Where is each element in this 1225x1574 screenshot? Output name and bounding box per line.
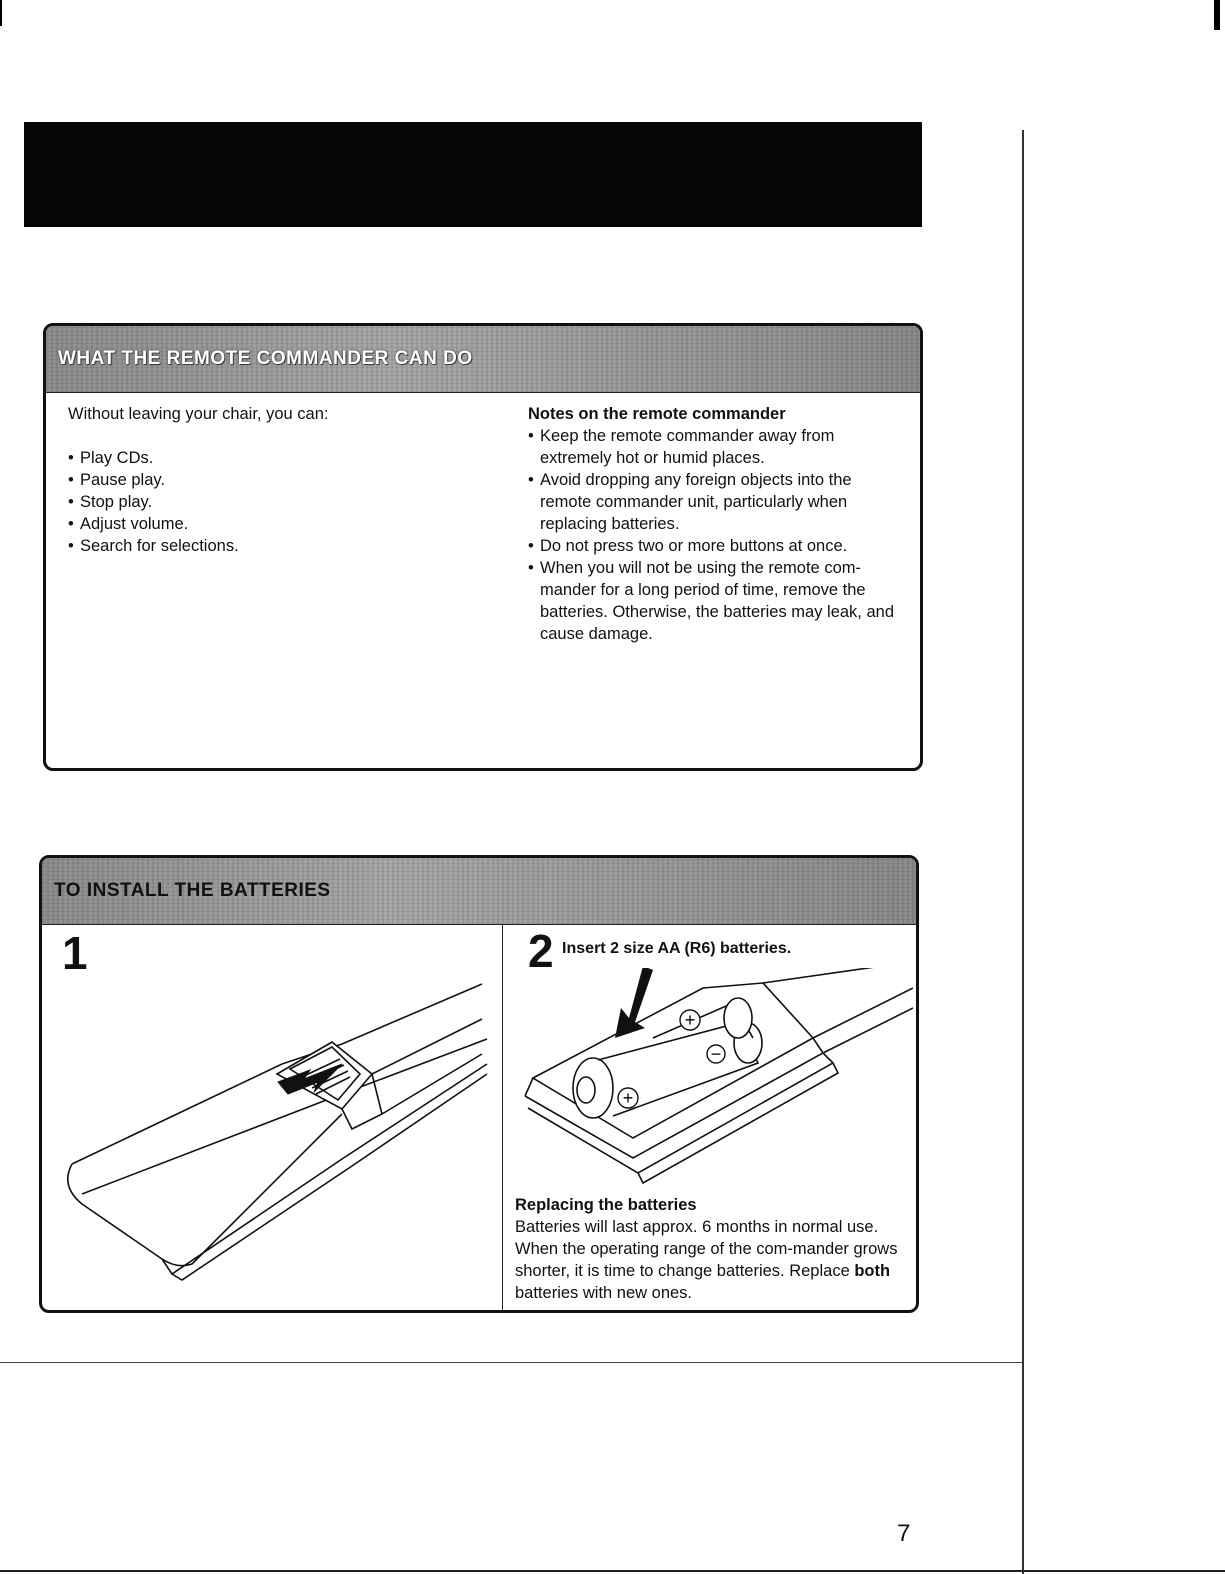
replacing-text-bold: both [854, 1262, 891, 1280]
list-item: • Play CDs. [68, 447, 468, 469]
step-2-text: Insert 2 size AA (R6) batteries. [562, 940, 792, 957]
list-item: • Adjust volume. [68, 513, 468, 535]
remote-commander-panel [43, 323, 923, 771]
notes-list [528, 425, 898, 645]
panel-title: WHAT THE REMOTE COMMANDER CAN DO [58, 348, 473, 369]
list-item: • Stop play. [68, 491, 468, 513]
capability-list [68, 447, 468, 557]
list-item: • Do not press two or more buttons at once. [528, 535, 898, 557]
page-number: 7 [897, 1520, 911, 1547]
battery-compartment-illustration [503, 968, 913, 1193]
left-column [68, 403, 468, 557]
edge-mark [1214, 0, 1220, 30]
edge-mark [0, 0, 2, 26]
replacing-title: Replacing the batteries [515, 1196, 697, 1214]
install-batteries-panel [39, 855, 919, 1313]
page-bottom-edge [0, 1570, 1225, 1572]
replacing-section [515, 1194, 910, 1304]
footer-rule [0, 1362, 1022, 1363]
plus-icon: + [622, 1088, 634, 1108]
list-item: • When you will not be using the remote com-mander for a long period of time, remove the batteries. Otherwise, the batteries may leak, and cause damage. [528, 557, 898, 645]
arrow-icon [615, 968, 653, 1038]
step-2-number: 2 [528, 925, 554, 977]
list-item: • Keep the remote commander away from extremely hot or humid places. [528, 425, 898, 469]
list-item: • Pause play. [68, 469, 468, 491]
minus-icon: − [710, 1044, 722, 1064]
step-1-number: 1 [62, 927, 88, 979]
replacing-text-part: batteries with new ones. [515, 1284, 693, 1302]
notes-column [528, 403, 898, 645]
replacing-text-part: Batteries will last approx. 6 months in normal use. When the operating range of the com-mander grows shorter, it is time to change batteries. Replace [515, 1218, 898, 1280]
notes-title: Notes on the remote commander [528, 405, 786, 423]
replacing-text [515, 1216, 910, 1304]
plus-icon: + [684, 1010, 696, 1030]
panel-header [46, 326, 920, 393]
intro-text: Without leaving your chair, you can: [68, 405, 329, 423]
panel-header [42, 858, 916, 925]
header-banner [24, 122, 922, 227]
list-item: • Search for selections. [68, 535, 468, 557]
list-item: • Avoid dropping any foreign objects into the remote commander unit, particularly when replacing batteries. [528, 469, 898, 535]
panel-title: TO INSTALL THE BATTERIES [54, 880, 331, 901]
remote-cover-illustration [42, 924, 502, 1304]
right-margin-rule [1022, 130, 1024, 1574]
